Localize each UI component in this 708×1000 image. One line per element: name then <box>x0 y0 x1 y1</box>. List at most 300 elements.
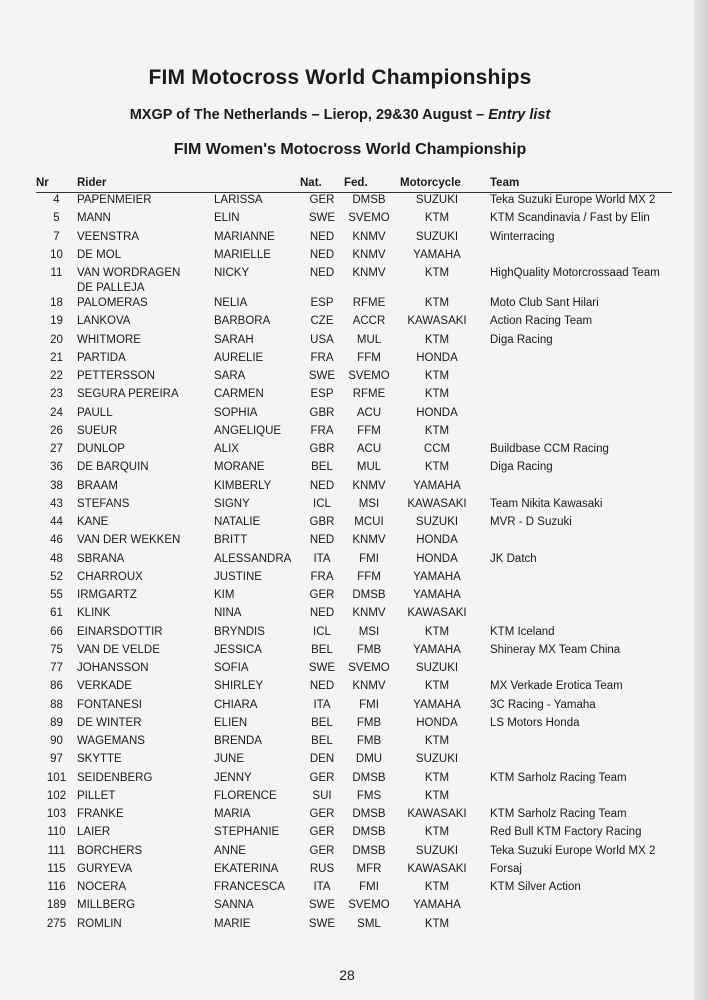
rider-motorcycle: YAMAHA <box>413 248 461 261</box>
table-row <box>36 369 672 387</box>
rider-number: 11 <box>50 267 63 279</box>
rider-team: Shineray MX Team China <box>490 643 621 656</box>
rider-last-name: PILLET <box>77 789 116 802</box>
table-row <box>36 625 672 643</box>
rider-last-name-line1: VAN WORDRAGEN <box>77 267 181 279</box>
championship-title: FIM Women's Motocross World Championship <box>173 141 527 158</box>
rider-federation: RFME <box>352 297 386 309</box>
rider-last-name: STEFANS <box>77 497 130 510</box>
rider-federation: DMSB <box>352 844 386 857</box>
rider-first-name: SOPHIA <box>214 406 258 419</box>
rider-first-name: SHIRLEY <box>214 680 264 693</box>
rider-nationality: NED <box>309 230 335 243</box>
rider-nationality: NED <box>309 479 335 492</box>
rider-number: 48 <box>50 552 63 565</box>
entry-list-label: Entry list <box>488 107 551 123</box>
rider-team <box>480 424 672 442</box>
table-row <box>36 460 672 478</box>
rider-federation: SVEMO <box>348 212 390 225</box>
event-text: MXGP of The Netherlands – Lierop, 29&30 August – <box>129 107 485 123</box>
rider-motorcycle: YAMAHA <box>413 698 461 711</box>
rider-motorcycle: YAMAHA <box>413 570 461 583</box>
rider-team <box>480 533 672 551</box>
rider-first-name: ALESSANDRA <box>214 552 292 565</box>
rider-federation: KNMV <box>352 267 386 279</box>
rider-motorcycle: KAWASAKI <box>407 808 467 820</box>
rider-federation: DMSB <box>352 808 386 820</box>
table-row <box>36 789 672 807</box>
rider-federation: ACCR <box>352 315 386 328</box>
col-rider: Rider <box>77 175 300 193</box>
rider-team: LS Motors Honda <box>490 716 580 729</box>
rider-federation: MSI <box>358 625 380 638</box>
rider-last-name: LAIER <box>77 826 111 839</box>
rider-team: Teka Suzuki Europe World MX 2 <box>490 194 656 206</box>
rider-number: 101 <box>46 771 67 784</box>
col-nat: Nat. <box>300 175 344 193</box>
rider-motorcycle: KTM <box>424 267 450 279</box>
rider-federation: KNMV <box>352 248 386 261</box>
table-body <box>36 193 672 935</box>
rider-first-name: BRENDA <box>214 735 262 747</box>
rider-nationality: SWE <box>308 212 336 225</box>
rider-nationality: GER <box>309 771 335 784</box>
rider-team <box>480 351 672 369</box>
rider-nationality: ITA <box>313 881 331 893</box>
rider-first-name: NATALIE <box>214 516 261 528</box>
rider-motorcycle: YAMAHA <box>413 479 461 492</box>
rider-first-name: SIGNY <box>214 497 250 510</box>
rider-federation: DMSB <box>352 194 386 206</box>
rider-first-name: MARIA <box>214 808 251 820</box>
rider-team <box>480 752 672 770</box>
rider-first-name: MARIE <box>214 917 251 930</box>
rider-nationality: GBR <box>309 443 335 455</box>
rider-first-name: SARAH <box>214 333 254 346</box>
rider-nationality: BEL <box>311 461 333 474</box>
rider-motorcycle: SUZUKI <box>415 753 459 766</box>
rider-last-name: KLINK <box>77 607 111 620</box>
rider-first-name: MORANE <box>214 461 265 474</box>
rider-first-name: MARIELLE <box>214 248 271 261</box>
rider-last-name: MILLBERG <box>77 899 136 912</box>
rider-team: Forsaj <box>490 862 522 875</box>
rider-last-name: PAPENMEIER <box>77 194 152 206</box>
rider-number: 5 <box>53 212 60 225</box>
rider-motorcycle: KAWASAKI <box>407 315 467 328</box>
rider-first-name: JENNY <box>214 771 252 784</box>
rider-motorcycle: HONDA <box>416 534 458 547</box>
rider-last-name: GURYEVA <box>77 862 133 875</box>
rider-motorcycle: KTM <box>424 461 450 474</box>
table-row <box>36 716 672 734</box>
rider-number: 89 <box>50 716 63 729</box>
rider-number: 102 <box>46 789 67 802</box>
rider-motorcycle: KAWASAKI <box>407 497 467 510</box>
table-row <box>36 643 672 661</box>
rider-last-name: PETTERSSON <box>77 370 155 382</box>
rider-nationality: ICL <box>313 497 331 510</box>
rider-last-name: NOCERA <box>77 881 127 893</box>
table-row <box>36 698 672 716</box>
rider-first-name: MARIANNE <box>214 230 275 243</box>
rider-nationality: GBR <box>309 406 335 419</box>
rider-federation: MFR <box>356 862 382 875</box>
rider-motorcycle: SUZUKI <box>415 230 459 243</box>
rider-last-name: WHITMORE <box>77 333 141 346</box>
rider-motorcycle: YAMAHA <box>413 899 461 912</box>
table-row <box>36 333 672 351</box>
rider-last-name: SEIDENBERG <box>77 771 153 784</box>
rider-first-name: SANNA <box>214 899 254 912</box>
rider-motorcycle: KTM <box>424 297 450 309</box>
table-row <box>36 807 672 825</box>
rider-nationality: BEL <box>311 735 333 747</box>
table-row <box>36 825 672 843</box>
rider-team <box>480 898 672 916</box>
rider-first-name: NELIA <box>214 297 248 309</box>
rider-federation: FFM <box>357 424 381 437</box>
table-row <box>36 497 672 515</box>
table-row <box>36 193 672 212</box>
rider-number: 7 <box>53 230 60 243</box>
rider-federation: FMB <box>356 716 382 729</box>
rider-team: Moto Club Sant Hilari <box>490 297 599 309</box>
table-row <box>36 606 672 624</box>
rider-team: Buildbase CCM Racing <box>490 443 609 455</box>
table-row <box>36 552 672 570</box>
table-row <box>36 679 672 697</box>
rider-motorcycle: KTM <box>424 826 450 839</box>
rider-last-name: VERKADE <box>77 680 132 693</box>
rider-motorcycle: SUZUKI <box>415 662 459 674</box>
rider-last-name: DE BARQUIN <box>77 461 149 474</box>
rider-federation: FFM <box>357 570 381 583</box>
rider-first-name: FLORENCE <box>214 789 277 802</box>
rider-team: MX Verkade Erotica Team <box>490 680 623 693</box>
rider-motorcycle: KTM <box>424 881 450 893</box>
rider-team: Diga Racing <box>490 333 553 346</box>
table-row <box>36 917 672 935</box>
rider-last-name: MANN <box>77 212 111 225</box>
rider-last-name: EINARSDOTTIR <box>77 625 163 638</box>
rider-nationality: SWE <box>308 370 336 382</box>
table-row <box>36 351 672 369</box>
rider-nationality: FRA <box>310 424 334 437</box>
rider-last-name: LANKOVA <box>77 315 131 328</box>
rider-nationality: SUI <box>312 789 332 802</box>
rider-nationality: DEN <box>309 753 335 766</box>
rider-number: 116 <box>47 881 66 893</box>
rider-nationality: USA <box>310 333 334 346</box>
table-row <box>36 844 672 862</box>
col-nr: Nr <box>36 175 77 193</box>
rider-federation: SVEMO <box>348 662 390 674</box>
rider-team: KTM Scandinavia / Fast by Elin <box>490 212 650 225</box>
rider-motorcycle: SUZUKI <box>415 516 459 528</box>
rider-last-name: PAULL <box>77 406 113 419</box>
rider-motorcycle: YAMAHA <box>413 643 461 656</box>
rider-motorcycle: KTM <box>424 212 450 225</box>
rider-last-name-line2: DE PALLEJA <box>77 282 145 294</box>
page-title: FIM Motocross World Championships <box>148 66 532 89</box>
rider-nationality: FRA <box>310 351 334 364</box>
rider-number: 43 <box>50 497 63 510</box>
table-row <box>36 314 672 332</box>
rider-first-name: JESSICA <box>214 643 262 656</box>
rider-last-name: VAN DE VELDE <box>77 643 160 656</box>
rider-team <box>480 789 672 807</box>
table-header-row <box>36 175 672 193</box>
rider-federation: SVEMO <box>348 370 390 382</box>
rider-number: 22 <box>50 370 63 382</box>
table-row <box>36 387 672 405</box>
rider-first-name: CHIARA <box>214 698 258 711</box>
rider-motorcycle: KAWASAKI <box>407 607 467 620</box>
rider-number: 103 <box>46 808 67 820</box>
rider-first-name: KIM <box>214 589 235 601</box>
rider-federation: DMU <box>355 753 383 766</box>
rider-number: 189 <box>46 899 67 912</box>
rider-number: 10 <box>50 248 63 261</box>
rider-team: KTM Sarholz Racing Team <box>490 771 627 784</box>
rider-team: Diga Racing <box>490 461 553 474</box>
rider-federation: KNMV <box>352 230 386 243</box>
col-fed: Fed. <box>344 175 394 193</box>
rider-last-name: FONTANESI <box>77 698 142 711</box>
table-row <box>36 230 672 248</box>
rider-number: 66 <box>50 625 63 638</box>
rider-nationality: RUS <box>309 862 335 875</box>
rider-team <box>480 369 672 387</box>
rider-number: 75 <box>50 643 63 656</box>
table-row <box>36 771 672 789</box>
rider-first-name: ELIEN <box>214 716 248 729</box>
rider-number: 27 <box>50 443 63 455</box>
rider-federation: SML <box>357 917 381 930</box>
rider-first-name: ANGELIQUE <box>214 424 282 437</box>
rider-federation: FMI <box>359 552 379 565</box>
rider-last-name: KANE <box>77 516 109 528</box>
rider-nationality: ITA <box>313 552 331 565</box>
rider-first-name: ELIN <box>214 212 240 225</box>
table-row <box>36 570 672 588</box>
rider-federation: FMI <box>359 881 379 893</box>
rider-team: Red Bull KTM Factory Racing <box>490 826 642 839</box>
rider-number: 52 <box>50 570 63 583</box>
rider-number: 21 <box>50 351 63 364</box>
table-row <box>36 880 672 898</box>
rider-number: 88 <box>50 698 63 711</box>
rider-number: 46 <box>50 534 63 547</box>
rider-federation: FFM <box>357 351 381 364</box>
rider-first-name: KIMBERLY <box>214 479 272 492</box>
rider-last-name: SBRANA <box>77 552 125 565</box>
rider-team <box>480 570 672 588</box>
rider-federation: MSI <box>358 497 380 510</box>
rider-team <box>480 479 672 497</box>
rider-last-name: FRANKE <box>77 808 124 820</box>
rider-federation: MCUI <box>354 516 384 528</box>
table-row <box>36 588 672 606</box>
table-row <box>36 211 672 229</box>
table-row <box>36 752 672 770</box>
rider-motorcycle: HONDA <box>416 406 458 419</box>
rider-nationality: BEL <box>311 643 333 656</box>
rider-first-name: SARA <box>214 370 246 382</box>
table-row <box>36 533 672 551</box>
event-subtitle <box>0 107 680 123</box>
rider-last-name: PALOMERAS <box>77 297 148 309</box>
rider-nationality: ICL <box>313 625 331 638</box>
rider-last-name <box>77 266 214 296</box>
rider-federation: FMI <box>359 698 379 711</box>
rider-first-name: BARBORA <box>214 315 271 328</box>
rider-number: 4 <box>53 194 60 206</box>
rider-last-name: CHARROUX <box>77 570 143 583</box>
rider-last-name: BORCHERS <box>77 844 143 857</box>
rider-nationality: GER <box>309 589 335 601</box>
rider-last-name: VAN DER WEKKEN <box>77 534 181 547</box>
rider-last-name: DE MOL <box>77 248 122 261</box>
rider-first-name: EKATERINA <box>214 862 279 875</box>
rider-last-name: BRAAM <box>77 479 118 492</box>
entry-list-table <box>36 175 672 935</box>
rider-first-name: JUNE <box>214 753 245 766</box>
rider-team <box>480 661 672 679</box>
rider-motorcycle: KTM <box>424 680 450 693</box>
rider-motorcycle: YAMAHA <box>413 589 461 601</box>
rider-motorcycle: SUZUKI <box>415 844 459 857</box>
rider-first-name: CARMEN <box>214 388 264 401</box>
col-motorcycle: Motorcycle <box>394 175 480 193</box>
rider-federation: DMSB <box>352 589 386 601</box>
rider-last-name: DE WINTER <box>77 716 142 729</box>
rider-nationality: NED <box>309 607 335 620</box>
rider-nationality: ITA <box>313 698 331 711</box>
rider-nationality: NED <box>309 248 335 261</box>
rider-team: Team Nikita Kawasaki <box>490 497 603 510</box>
table-row <box>36 406 672 424</box>
table-row <box>36 248 672 266</box>
rider-team: Teka Suzuki Europe World MX 2 <box>490 844 656 857</box>
rider-team <box>480 387 672 405</box>
rider-motorcycle: KTM <box>424 917 450 930</box>
table-row <box>36 442 672 460</box>
rider-number: 61 <box>50 607 63 620</box>
rider-first-name: AURELIE <box>214 351 264 364</box>
rider-team: KTM Sarholz Racing Team <box>490 808 627 820</box>
rider-first-name: NICKY <box>214 267 250 279</box>
rider-nationality: NED <box>309 534 335 547</box>
table-row <box>36 515 672 533</box>
rider-number: 275 <box>46 917 67 930</box>
rider-nationality: GER <box>309 194 335 206</box>
table-row <box>36 661 672 679</box>
rider-number: 23 <box>50 388 63 401</box>
rider-first-name: NINA <box>214 607 242 620</box>
table-row <box>36 296 672 314</box>
rider-team: Winterracing <box>490 230 555 243</box>
rider-motorcycle: KTM <box>424 424 450 437</box>
rider-nationality: GER <box>309 844 335 857</box>
rider-number: 111 <box>47 844 66 857</box>
rider-team <box>480 606 672 624</box>
rider-last-name: SKYTTE <box>77 753 122 766</box>
rider-nationality: SWE <box>308 917 336 930</box>
rider-team: HighQuality Motorcrossaad Team <box>490 267 660 279</box>
rider-team <box>480 734 672 752</box>
table-row <box>36 479 672 497</box>
rider-number: 90 <box>50 735 63 747</box>
rider-nationality: ESP <box>310 297 334 309</box>
rider-federation: RFME <box>352 388 386 401</box>
rider-motorcycle: KTM <box>424 333 450 346</box>
rider-number: 77 <box>50 662 63 674</box>
rider-number: 36 <box>50 461 63 474</box>
table-row <box>36 898 672 916</box>
rider-federation: DMSB <box>352 826 386 839</box>
table-row <box>36 424 672 442</box>
rider-first-name: LARISSA <box>214 194 263 206</box>
rider-federation: SVEMO <box>348 899 390 912</box>
rider-number: 38 <box>50 479 63 492</box>
rider-nationality: SWE <box>308 662 336 674</box>
rider-nationality: GBR <box>309 516 335 528</box>
rider-federation: ACU <box>356 443 382 455</box>
rider-last-name: IRMGARTZ <box>77 589 137 601</box>
rider-number: 18 <box>50 297 63 309</box>
table-row <box>36 734 672 752</box>
rider-nationality: GER <box>309 808 335 820</box>
rider-number: 115 <box>47 862 66 875</box>
table-row <box>36 266 672 296</box>
rider-number: 86 <box>50 680 63 693</box>
rider-last-name: WAGEMANS <box>77 735 145 747</box>
rider-first-name: JUSTINE <box>214 570 262 583</box>
rider-last-name: ROMLIN <box>77 917 122 930</box>
rider-nationality: SWE <box>308 899 336 912</box>
rider-federation: KNMV <box>352 479 386 492</box>
rider-number: 110 <box>47 826 66 839</box>
rider-federation: KNMV <box>352 680 386 693</box>
rider-motorcycle: KTM <box>424 789 450 802</box>
rider-federation: KNMV <box>352 534 386 547</box>
rider-nationality: NED <box>309 267 335 279</box>
rider-first-name: FRANCESCA <box>214 881 285 893</box>
rider-number: 44 <box>50 516 63 528</box>
rider-last-name: VEENSTRA <box>77 230 139 243</box>
rider-team: KTM Iceland <box>490 625 555 638</box>
rider-federation: FMB <box>356 643 382 656</box>
rider-federation: ACU <box>356 406 382 419</box>
rider-team <box>480 588 672 606</box>
rider-motorcycle: HONDA <box>416 716 458 729</box>
rider-motorcycle: KTM <box>424 370 450 382</box>
rider-federation: DMSB <box>352 771 386 784</box>
rider-number: 55 <box>50 589 63 601</box>
rider-last-name: JOHANSSON <box>77 662 149 674</box>
rider-nationality: FRA <box>310 570 334 583</box>
rider-nationality: BEL <box>311 716 333 729</box>
rider-first-name: ANNE <box>214 844 246 857</box>
rider-team: Action Racing Team <box>490 315 593 328</box>
rider-last-name: SEGURA PEREIRA <box>77 388 179 401</box>
rider-nationality: GER <box>309 826 335 839</box>
page-number: 28 <box>339 967 355 983</box>
rider-last-name: DUNLOP <box>77 443 125 455</box>
rider-federation: MUL <box>356 333 382 346</box>
